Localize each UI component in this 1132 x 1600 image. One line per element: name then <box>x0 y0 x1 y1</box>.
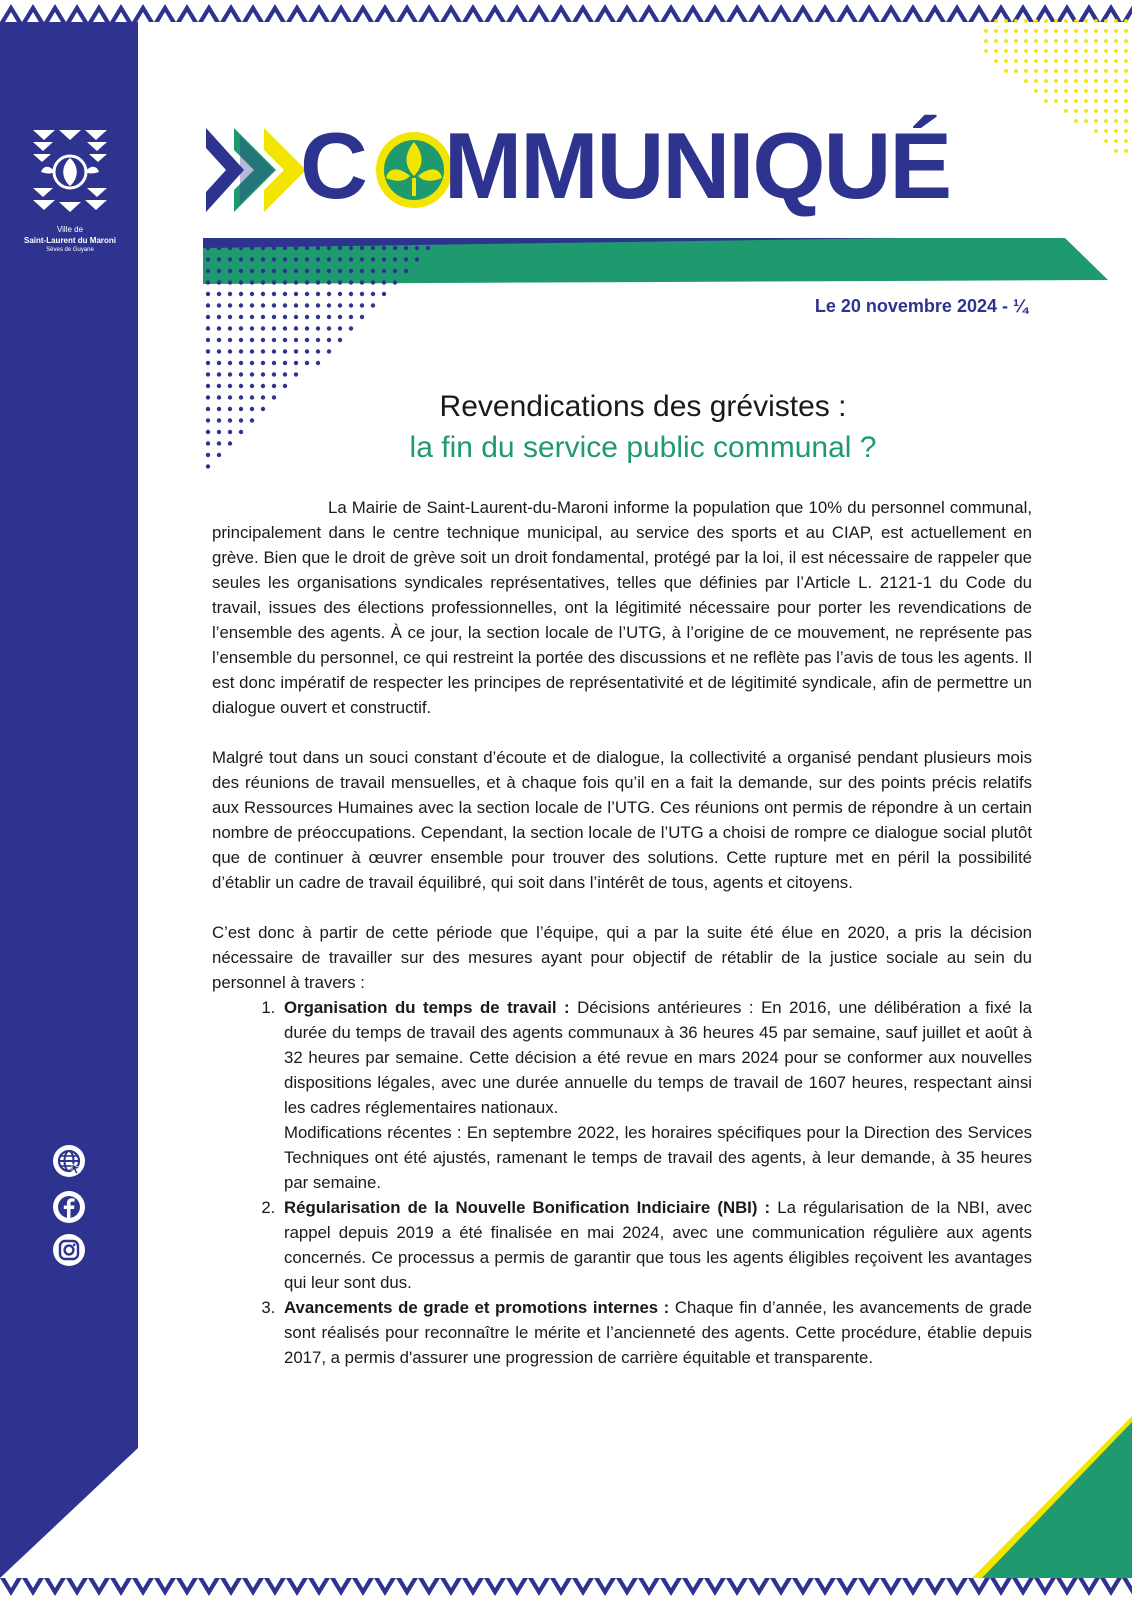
headline-line-2: la fin du service public communal ? <box>409 431 877 464</box>
logo-tagline: Sèves de Guyane <box>46 247 94 253</box>
headline-line-1 <box>240 388 1046 426</box>
paragraph-3: C’est donc à partir de cette période que l’équipe, qui a par la suite été élue en 2020, a pris la décision nécessaire de travailler sur des mesures ayant pour objectif de rétablir de la justice sociale au sein du personnel à travers : <box>212 923 1032 992</box>
list-item-text: Chaque fin d’année, les avancements de grade sont réalisés pour reconnaître le mérite et l’ancienneté des agents. Cette procédure, établie depuis 2017, a permis d'assurer une progression de carrière équitable et transparente. <box>284 1298 1032 1367</box>
measures-list <box>212 995 1032 1370</box>
body-text <box>212 495 1032 1370</box>
title-rest: MMUNIQUÉ <box>443 113 951 218</box>
list-item-heading: Avancements de grade et promotions internes : <box>284 1298 670 1317</box>
city-emblem-icon <box>25 128 115 214</box>
yellow-dot-pattern <box>930 16 1130 156</box>
city-logo <box>18 128 122 255</box>
list-item-text-2: Modifications récentes : En septembre 2022, les horaires spécifiques pour la Direction des Services Techniques ont été ajustés, ramenant le temps de travail des agents, à leur demande, à 35 heures par semaine. <box>284 1123 1032 1192</box>
web-icon[interactable] <box>51 1143 87 1179</box>
title-letter-c: C <box>300 113 366 218</box>
list-item-heading: Organisation du temps de travail : <box>284 998 570 1017</box>
facebook-icon[interactable] <box>51 1189 87 1225</box>
list-item <box>280 1295 1032 1370</box>
logo-prefix: Ville de <box>56 225 84 234</box>
headline-line-1b: des grévistes : <box>653 390 847 423</box>
headline-line-1a: Revendications <box>439 390 654 423</box>
logo-city-name: Saint-Laurent du Maroni <box>24 236 116 245</box>
paragraph-1: La Mairie de Saint-Laurent-du-Maroni informe la population que 10% du personnel communal, principalement dans le centre technique municipal, au service des sports et au CIAP, est actuellement en grève. Bien que le droit de grève soit un droit fondamental, protégé par la loi, il est nécessaire de rappeler que seules les organisations syndicales représentatives, telles que définies par l’Article L. 2121-1 du Code du travail, issues des élections professionnelles, ont la légitimité nécessaire pour porter les revendications de l’ensemble des agents. À ce jour, la section locale de l’UTG, à l’origine de ce mouvement, ne représente pas l’ensemble du personnel, ce qui restreint la portée des discussions et ne reflète pas l’avis de tous les agents. Il est donc impératif de respecter les principes de représentativité et de légitimité syndicale, afin de permettre un dialogue ouvert et constructif. <box>212 498 1032 717</box>
list-item <box>280 995 1032 1195</box>
headline <box>240 388 1046 470</box>
list-item-text: La régularisation de la NBI, avec rappel depuis 2019 a été finalisée en mai 2024, avec une communication régulière aux agents concernés. Ce processus a permis de garantir que tous les agents éligibles reçoivent les avantages qui leur sont dus. <box>284 1198 1033 1292</box>
bottom-pattern-border <box>0 1578 1132 1600</box>
instagram-icon[interactable] <box>51 1232 87 1268</box>
paragraph-2: Malgré tout dans un souci constant d’écoute et de dialogue, la collectivité a organisé pendant plusieurs mois des réunions de travail mensuelles, et à chaque fois qu’il en a fait la demande, sur des points précis relatifs aux Ressources Humaines avec la section locale de l’UTG. Ces réunions ont permis de répondre à un certain nombre de préoccupations. Cependant, la section locale de l’UTG a choisi de rompre ce dialogue social plutôt que de continuer à œuvrer ensemble pour trouver des solutions. Cette rupture met en péril la possibilité d’établir un cadre de travail équilibré, qui soit dans l’intérêt de tous, agents et citoyens. <box>212 748 1032 892</box>
list-item-heading: Régularisation de la Nouvelle Bonification Indiciaire (NBI) : <box>284 1198 771 1217</box>
communique-title <box>300 112 950 220</box>
list-item <box>280 1195 1032 1295</box>
list-item-text: Décisions antérieures : En 2016, une délibération a fixé la durée du temps de travail des agents communaux à 36 heures 45 par semaine, sauf juillet et août à 32 heures par semaine. Cette décision a été revue en mars 2024 pour se conformer aux nouvelles dispositions légales, avec une durée annuelle du temps de travail de 1607 heures, respectant ainsi les cadres réglementaires nationaux. <box>284 998 1032 1117</box>
bottom-corner-triangle <box>972 1416 1132 1581</box>
communique-date: Le 20 novembre 2024 - ¼ <box>814 296 1028 316</box>
